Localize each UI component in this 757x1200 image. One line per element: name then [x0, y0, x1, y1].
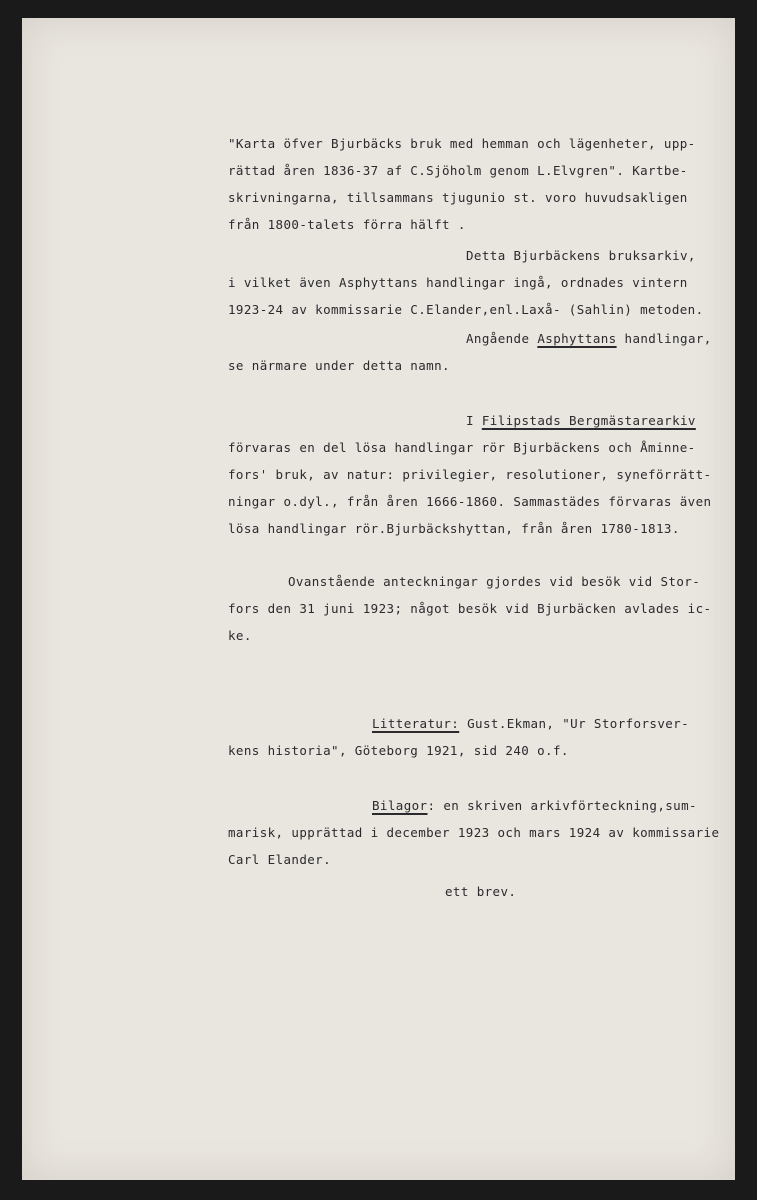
- text-line: förvaras en del lösa handlingar rör Bjurbäckens och Åminne-: [228, 440, 696, 455]
- text-line: kens historia", Göteborg 1921, sid 240 o.f.: [228, 743, 569, 758]
- text-line-bilagor: [372, 798, 697, 813]
- text-line: ke.: [228, 628, 252, 643]
- text-line: skrivningarna, tillsammans tjugunio st. voro huvudsakligen: [228, 190, 688, 205]
- text-fragment: I: [466, 413, 482, 428]
- filipstads-underlined: Filipstads Bergmästarearkiv: [481, 413, 696, 428]
- text-line: se närmare under detta namn.: [228, 358, 450, 373]
- text-line: ett brev.: [445, 884, 517, 899]
- bilagor-label: Bilagor: [372, 798, 428, 813]
- text-line: rättad åren 1836-37 af C.Sjöholm genom L.Elvgren". Kartbe-: [228, 163, 688, 178]
- text-line: 1923-24 av kommissarie C.Elander,enl.Laxå- (Sahlin) metoden.: [228, 302, 704, 317]
- text-line-asphyttan: [466, 331, 712, 346]
- text-line-filipstad: [466, 413, 696, 428]
- text-line: fors' bruk, av natur: privilegier, resolutioner, syneförrätt-: [228, 467, 712, 482]
- text-line: Ovanstående anteckningar gjordes vid besök vid Stor-: [288, 574, 701, 589]
- text-line: i vilket även Asphyttans handlingar ingå, ordnades vintern: [228, 275, 688, 290]
- litteratur-label: Litteratur:: [372, 716, 460, 731]
- text-fragment: Angående: [466, 331, 538, 346]
- text-line: ningar o.dyl., från åren 1666-1860. Sammastädes förvaras även: [228, 494, 712, 509]
- text-line: Carl Elander.: [228, 852, 332, 867]
- text-fragment: Gust.Ekman, "Ur Storforsver-: [459, 716, 690, 731]
- text-fragment: handlingar,: [616, 331, 712, 346]
- text-line: "Karta öfver Bjurbäcks bruk med hemman och lägenheter, upp-: [228, 136, 696, 151]
- text-line-litteratur: [372, 716, 689, 731]
- text-line: marisk, upprättad i december 1923 och mars 1924 av kommissarie: [228, 825, 720, 840]
- text-line: fors den 31 juni 1923; något besök vid Bjurbäcken avlades ic-: [228, 601, 712, 616]
- text-fragment: : en skriven arkivförteckning,sum-: [427, 798, 697, 813]
- text-line: Detta Bjurbäckens bruksarkiv,: [466, 248, 696, 263]
- document-page: [22, 18, 735, 1180]
- text-line: lösa handlingar rör.Bjurbäckshyttan, från åren 1780-1813.: [228, 521, 680, 536]
- text-line: från 1800-talets förra hälft .: [228, 217, 466, 232]
- asphyttans-underlined: Asphyttans: [537, 331, 617, 346]
